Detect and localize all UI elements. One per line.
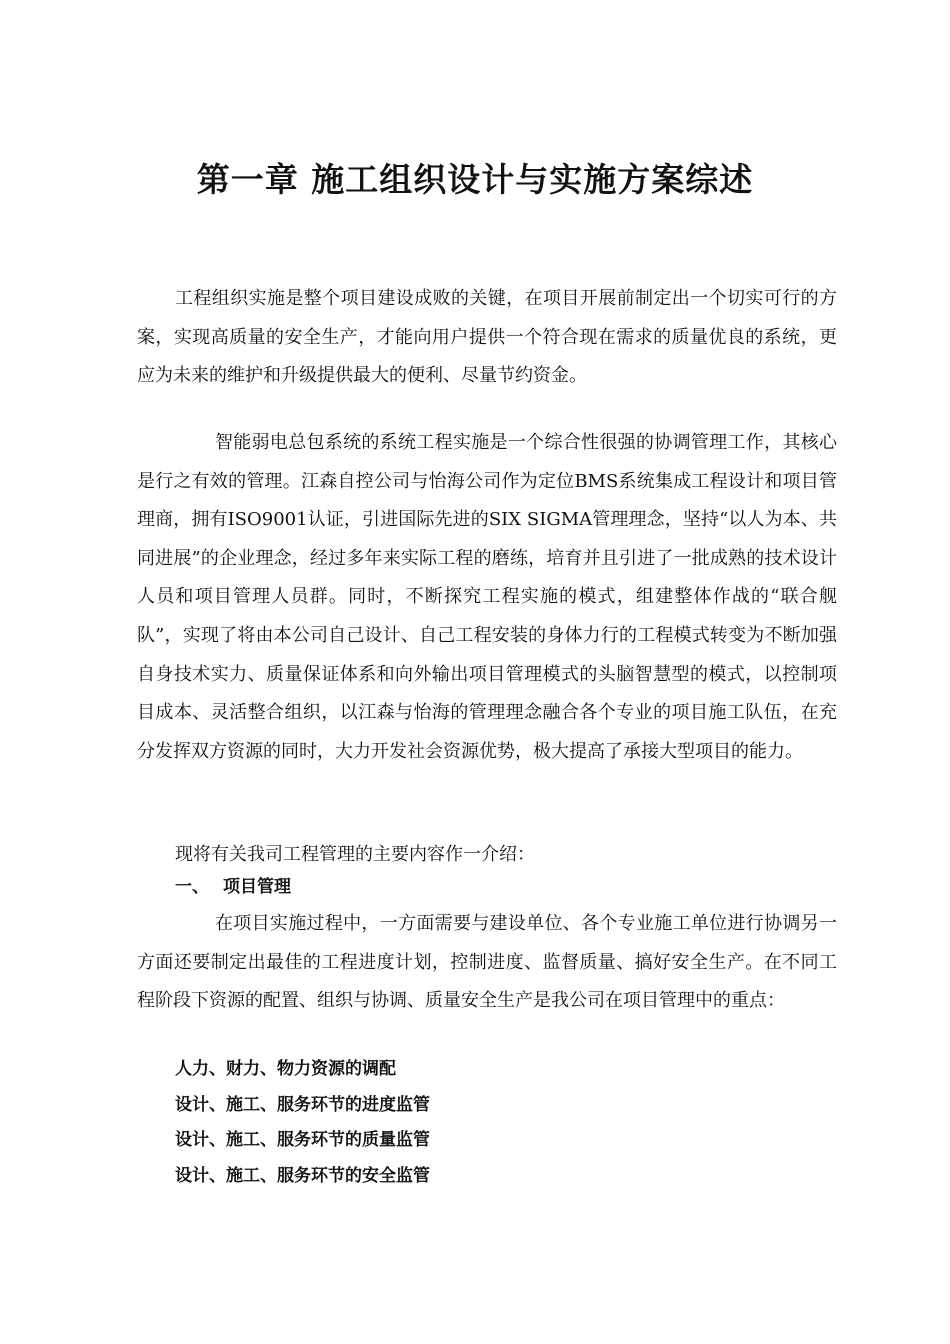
- section-number: 一、: [175, 877, 209, 897]
- section-title: 项目管理: [223, 877, 291, 897]
- paragraph-management: 智能弱电总包系统的系统工程实施是一个综合性很强的协调管理工作，其核心是行之有效的管理。江森自控公司与怡海公司作为定位BMS系统集成工程设计和项目管理商，拥有ISO9001认证，引进国际先进的SIX SIGMA管理理念，坚持“以人为本、共同进展”的企业理念，经过多年来实际工程的磨练，培育并且引进了一批成熟的技术设计人员和项目管理人员群。同时，不断探究工程实施的模式，组建整体作战的“联合舰队”，实现了将由本公司自己设计、自己工程安装的身体力行的工程模式转变为不断加强自身技术实力、质量保证体系和向外输出项目管理模式的头脑智慧型的模式，以控制项目成本、灵活整合组织，以江森与怡海的管理理念融合各个专业的项目施工队伍，在充分发挥双方资源的同时，大力开发社会资源优势，极大提高了承接大型项目的能力。: [137, 432, 837, 762]
- paragraph-overview: 工程组织实施是整个项目建设成败的关键，在项目开展前制定出一个切实可行的方案，实现高质量的安全生产，才能向用户提供一个符合现在需求的质量优良的系统，更应为未来的维护和升级提供最大的便利、尽量节约资金。: [137, 288, 837, 387]
- key-point: 设计、施工、服务环节的质量监管: [175, 1130, 430, 1150]
- page-title: 第一章 施工组织设计与实施方案综述: [196, 160, 754, 199]
- key-point: 设计、施工、服务环节的安全监管: [175, 1165, 430, 1186]
- paragraph-project-implementation: 在项目实施过程中，一方面需要与建设单位、各个专业施工单位进行协调另一方面还要制定出最佳的工程进度计划，控制进度、监督质量、搞好安全生产。在不同工程阶段下资源的配置、组织与协调、质量安全生产是我公司在项目管理中的重点：: [137, 913, 837, 1012]
- paragraph-intro: 现将有关我司工程管理的主要内容作一介绍：: [175, 844, 535, 865]
- key-point: 人力、财力、物力资源的调配: [175, 1059, 396, 1079]
- section-heading-project-management: [175, 870, 291, 904]
- key-point: 设计、施工、服务环节的进度监管: [175, 1094, 430, 1115]
- key-points-list: [175, 1052, 430, 1194]
